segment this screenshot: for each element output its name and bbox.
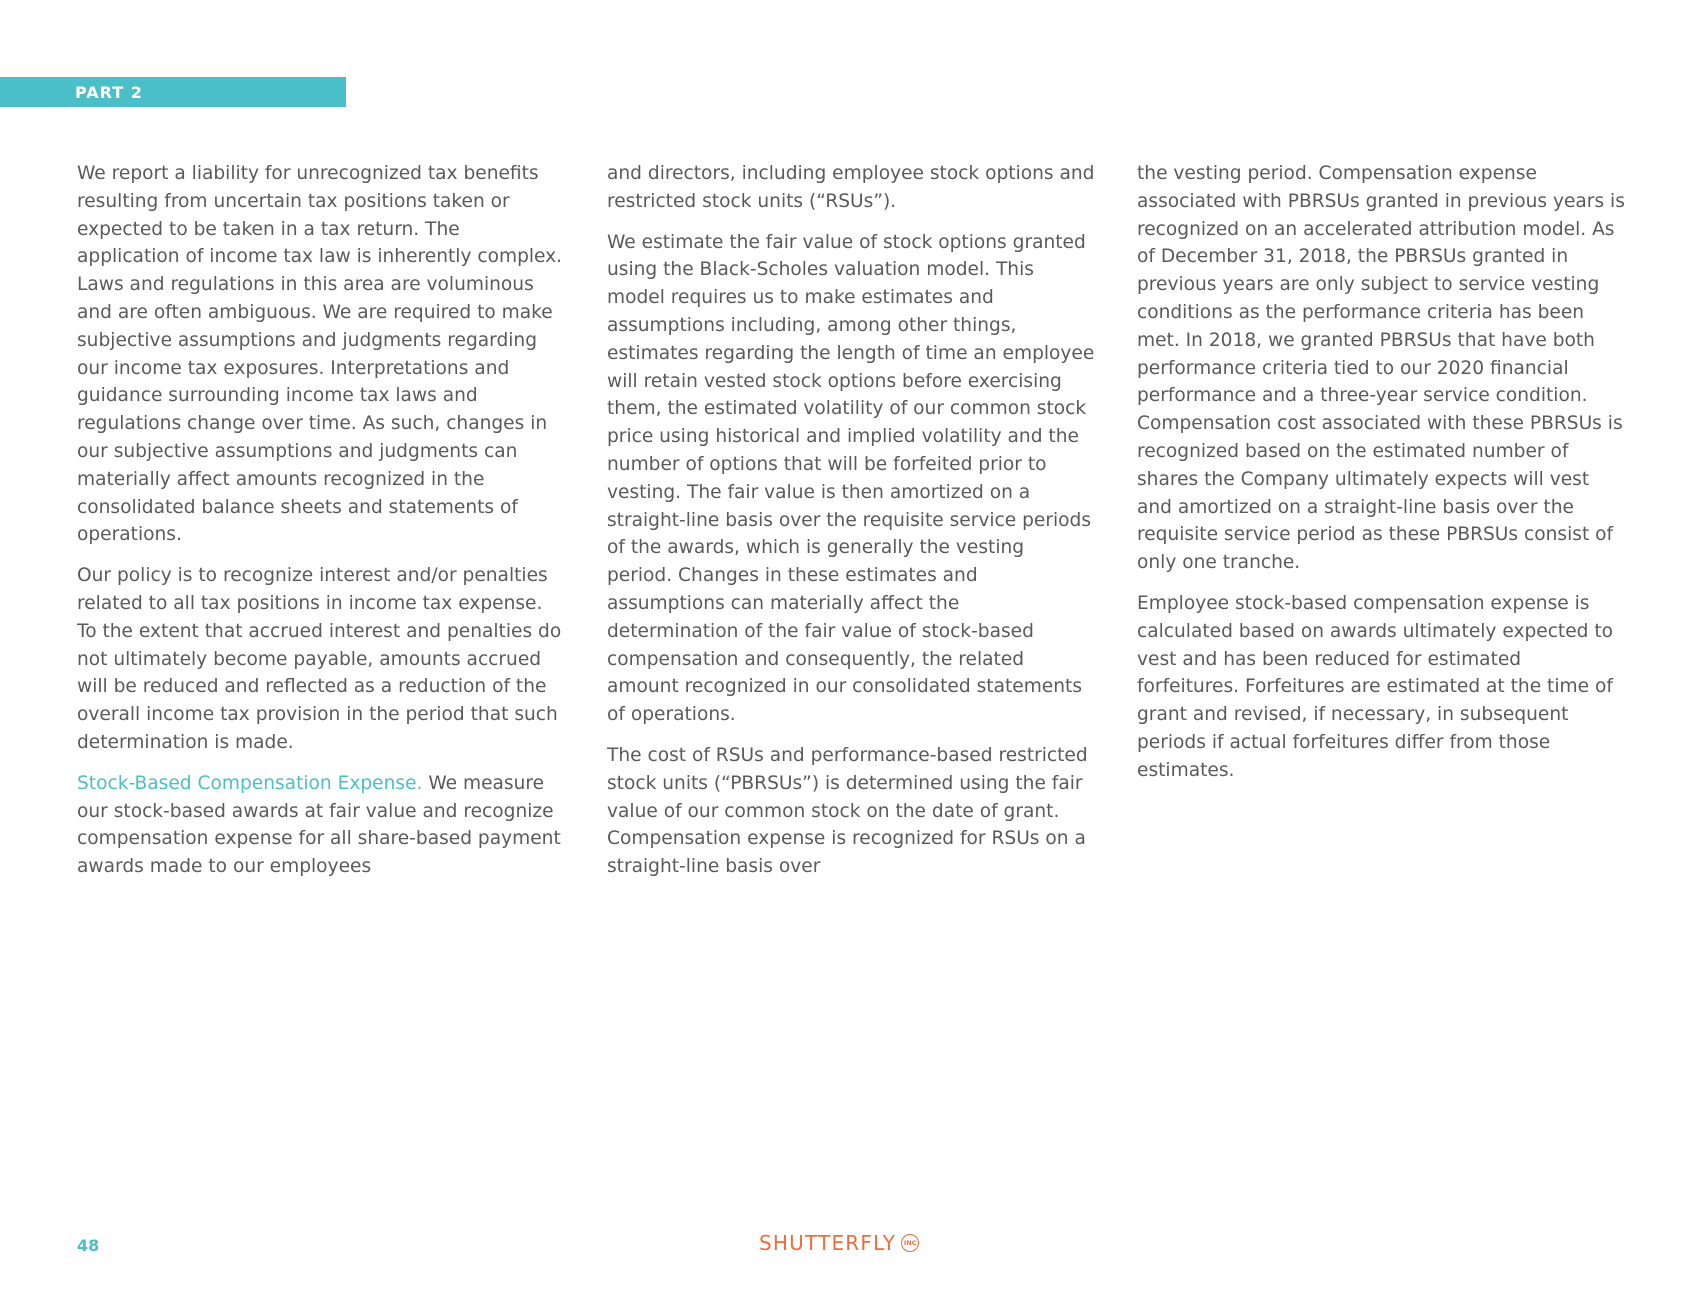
text-column-1 <box>77 160 565 894</box>
paragraph: We report a liability for unrecognized tax benefits resulting from uncertain tax positions taken or expected to be taken in a tax return. The application of income tax law is inherently complex. Laws and regulations in this area are voluminous and are often ambiguous. We are required to make subjective assumptions and judgments regarding our income tax exposures. Interpretations and guidance surrounding income tax laws and regulations change over time. As such, changes in our subjective assumptions and judgments can materially affect amounts recognized in the consolidated balance sheets and statements of operations. <box>77 163 563 546</box>
paragraph: Employee stock-based compensation expense is calculated based on awards ultimately expected to vest and has been reduced for estimated forfeitures. Forfeitures are estimated at the time of grant and revised, if necessary, in subsequent periods if actual forfeitures differ from those estimates. <box>1137 592 1614 781</box>
paragraph <box>77 770 565 881</box>
paragraph: The cost of RSUs and performance-based restricted stock units (“PBRSUs”) is determined using the fair value of our common stock on the date of grant. Compensation expense is recognized for RSUs on a straight-line basis over <box>607 744 1088 878</box>
part-label: PART 2 <box>75 82 143 102</box>
page-number: 48 <box>77 1236 100 1255</box>
paragraph: the vesting period. Compensation expense associated with PBRSUs granted in previous years is recognized on an accelerated attribution model. As of December 31, 2018, the PBRSUs granted in previous years are only subject to service vesting conditions as the performance criteria has been met. In 2018, we granted PBRSUs that have both performance criteria tied to our 2020 financial performance and a three-year service condition. Compensation cost associated with these PBRSUs is recognized based on the estimated number of shares the Company ultimately expects will vest and amortized on a straight-line basis over the requisite service period as these PBRSUs consist of only one tranche. <box>1137 163 1625 574</box>
paragraph: and directors, including employee stock options and restricted stock units (“RSUs”). <box>607 163 1095 212</box>
text-column-2 <box>607 160 1095 894</box>
section-subheading: Stock-Based Compensation Expense. <box>77 772 423 794</box>
shutterfly-logo <box>759 1231 919 1255</box>
paragraph: We estimate the fair value of stock options granted using the Black-Scholes valuation model. This model requires us to make estimates and assumptions including, among other things, estimates regarding the length of time an employee will retain vested stock options before exercising them, the estimated volatility of our common stock price using historical and implied volatility and the number of options that will be forfeited prior to vesting. The fair value is then amortized on a straight-line basis over the requisite service periods of the awards, which is generally the vesting period. Changes in these estimates and assumptions can materially affect the determination of the fair value of stock-based compensation and consequently, the related amount recognized in our consolidated statements of operations. <box>607 231 1095 726</box>
paragraph-text: We measure our stock-based awards at fair value and recognize compensation expense for all share-based payment awards made to our employees <box>77 772 561 878</box>
section-banner <box>0 77 346 107</box>
text-column-3 <box>1137 160 1625 798</box>
paragraph: Our policy is to recognize interest and/or penalties related to all tax positions in income tax expense. To the extent that accrued interest and penalties do not ultimately become payable, amounts accrued will be reduced and reflected as a reduction of the overall income tax provision in the period that such determination is made. <box>77 565 562 753</box>
logo-wordmark: SHUTTERFLY <box>759 1231 897 1255</box>
logo-inc-badge: INC <box>901 1234 919 1252</box>
